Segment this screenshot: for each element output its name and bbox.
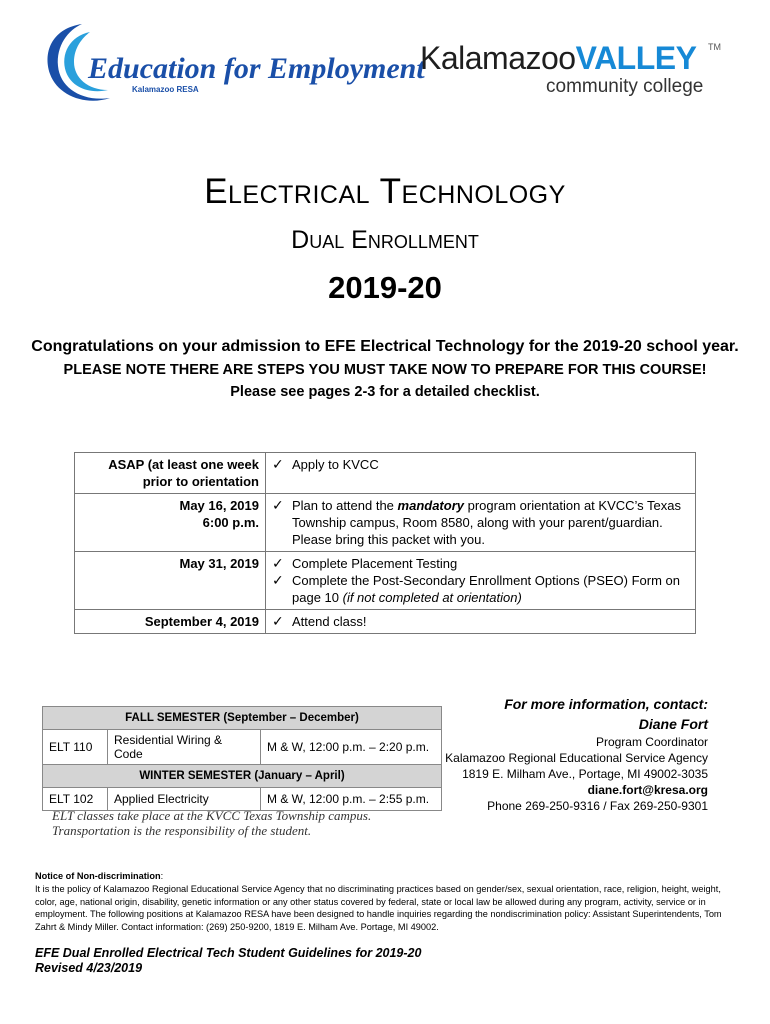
notice-body: It is the policy of Kalamazoo Regional Educational Service Agency that no discriminating practices based on gender/sex, sexual orientation, race, religion, height, weight, color, age, national origin, disability, genetic information or any other status covered by federal, state or local law be allowed during any program, activity, service or in employment. The following positions at Kalamazoo RESA have been designed to handle inquiries regarding the nondiscrimination policy: Assistant Superintendents, Tom Zahrt & Mindy Miller. Contact information: (269) 250-9200, 1819 E. Milham Ave. Portage, MI 49002. — [35, 883, 722, 933]
checklist-items — [266, 552, 696, 610]
contact-block — [440, 694, 708, 814]
checklist-item — [272, 572, 689, 606]
item-emphasis: mandatory — [397, 498, 464, 513]
item-text: Apply to KVCC — [292, 457, 379, 472]
winter-semester-header: WINTER SEMESTER (January – April) — [43, 765, 442, 788]
checklist-table — [74, 452, 696, 634]
efe-logo — [38, 18, 425, 108]
course-name: Applied Electricity — [108, 788, 261, 811]
checklist-item — [272, 613, 689, 630]
notice-heading: Notice of Non-discrimination — [35, 871, 161, 881]
course-code: ELT 102 — [43, 788, 108, 811]
checkmark-icon: ✓ — [272, 555, 284, 571]
footer-revised: Revised 4/23/2019 — [35, 961, 143, 975]
table-row — [43, 730, 442, 765]
checklist-item-text — [292, 456, 689, 473]
intro-congrats: Congratulations on your admission to EFE Electrical Technology for the 2019-20 school year. — [31, 338, 739, 355]
contact-email[interactable]: diane.fort@kresa.org — [587, 783, 708, 797]
contact-org: Kalamazoo Regional Educational Service Agency — [445, 751, 708, 765]
efe-sub: Kalamazoo RESA — [132, 85, 199, 94]
course-time: M & W, 12:00 p.m. – 2:20 p.m. — [261, 730, 442, 765]
checklist-items — [266, 453, 696, 494]
checklist-item — [272, 555, 689, 572]
course-code: ELT 110 — [43, 730, 108, 765]
item-note: (if not completed at orientation) — [342, 590, 522, 605]
kvcc-logo — [420, 40, 720, 100]
fall-semester-header: FALL SEMESTER (September – December) — [43, 707, 442, 730]
winter-header-row — [43, 765, 442, 788]
footer — [35, 946, 421, 976]
intro-warning: PLEASE NOTE THERE ARE STEPS YOU MUST TAKE NOW TO PREPARE FOR THIS COURSE! — [63, 362, 707, 378]
contact-role: Program Coordinator — [595, 735, 708, 749]
schedule-note-transport: Transportation is the responsibility of the student. — [52, 823, 312, 838]
checklist-item-text — [292, 497, 689, 548]
footer-title: EFE Dual Enrolled Electrical Tech Student Guidelines for 2019-20 — [35, 946, 422, 960]
kvcc-trademark: TM — [708, 42, 721, 52]
contact-phone: Phone 269-250-9316 / Fax 269-250-9301 — [487, 799, 708, 813]
checklist-item-text — [292, 555, 689, 572]
kvcc-name-a: Kalamazoo — [420, 40, 576, 76]
checkmark-icon: ✓ — [272, 613, 284, 629]
checklist-item-text — [292, 572, 689, 606]
item-text: Plan to attend the — [292, 498, 398, 513]
checklist-date: September 4, 2019 — [75, 610, 266, 634]
checklist-row — [75, 552, 696, 610]
efe-name: Education for Employment — [88, 52, 425, 85]
checklist-item-text — [292, 613, 689, 630]
year-title: 2019-20 — [328, 270, 442, 305]
intro-see-pages: Please see pages 2-3 for a detailed checklist. — [230, 384, 540, 400]
page-subtitle: Dual Enrollment — [291, 226, 479, 254]
kvcc-sub: community college — [546, 76, 704, 97]
course-time: M & W, 12:00 p.m. – 2:55 p.m. — [261, 788, 442, 811]
schedule-note — [52, 808, 371, 838]
item-text-rest: program orientation at KVCC’s Texas Township campus, Room 8580, along with your parent/guardian. Please bring this packet with you. — [292, 498, 682, 547]
item-text: Complete Placement Testing — [292, 556, 458, 571]
nondiscrimination-notice — [35, 870, 735, 934]
page-title: Electrical Technology — [204, 172, 566, 211]
checklist-row — [75, 494, 696, 552]
checkmark-icon: ✓ — [272, 572, 284, 588]
contact-name: Diane Fort — [638, 716, 708, 732]
checkmark-icon: ✓ — [272, 456, 284, 472]
checklist-date: May 31, 2019 — [75, 552, 266, 610]
kvcc-name — [420, 40, 696, 77]
checklist-items — [266, 610, 696, 634]
checklist-row — [75, 610, 696, 634]
item-text: Complete the Post-Secondary Enrollment Options (PSEO) Form on page 10 — [292, 573, 680, 605]
checklist-item — [272, 456, 689, 473]
checkmark-icon: ✓ — [272, 497, 284, 513]
item-text: Attend class! — [292, 614, 367, 629]
contact-lead: For more information, contact: — [504, 696, 708, 712]
schedule-note-location: ELT classes take place at the KVCC Texas Township campus. — [52, 808, 372, 823]
checklist-row — [75, 453, 696, 494]
contact-address: 1819 E. Milham Ave., Portage, MI 49002-3035 — [462, 767, 708, 781]
kvcc-name-b: VALLEY — [575, 40, 697, 76]
checklist-item — [272, 497, 689, 548]
course-name: Residential Wiring & Code — [108, 730, 261, 765]
checklist-date: ASAP (at least one week prior to orientation — [75, 453, 266, 494]
notice-colon: : — [160, 871, 164, 881]
checklist-date: May 16, 2019 6:00 p.m. — [75, 494, 266, 552]
checklist-items — [266, 494, 696, 552]
schedule-table — [42, 706, 442, 811]
fall-header-row — [43, 707, 442, 730]
